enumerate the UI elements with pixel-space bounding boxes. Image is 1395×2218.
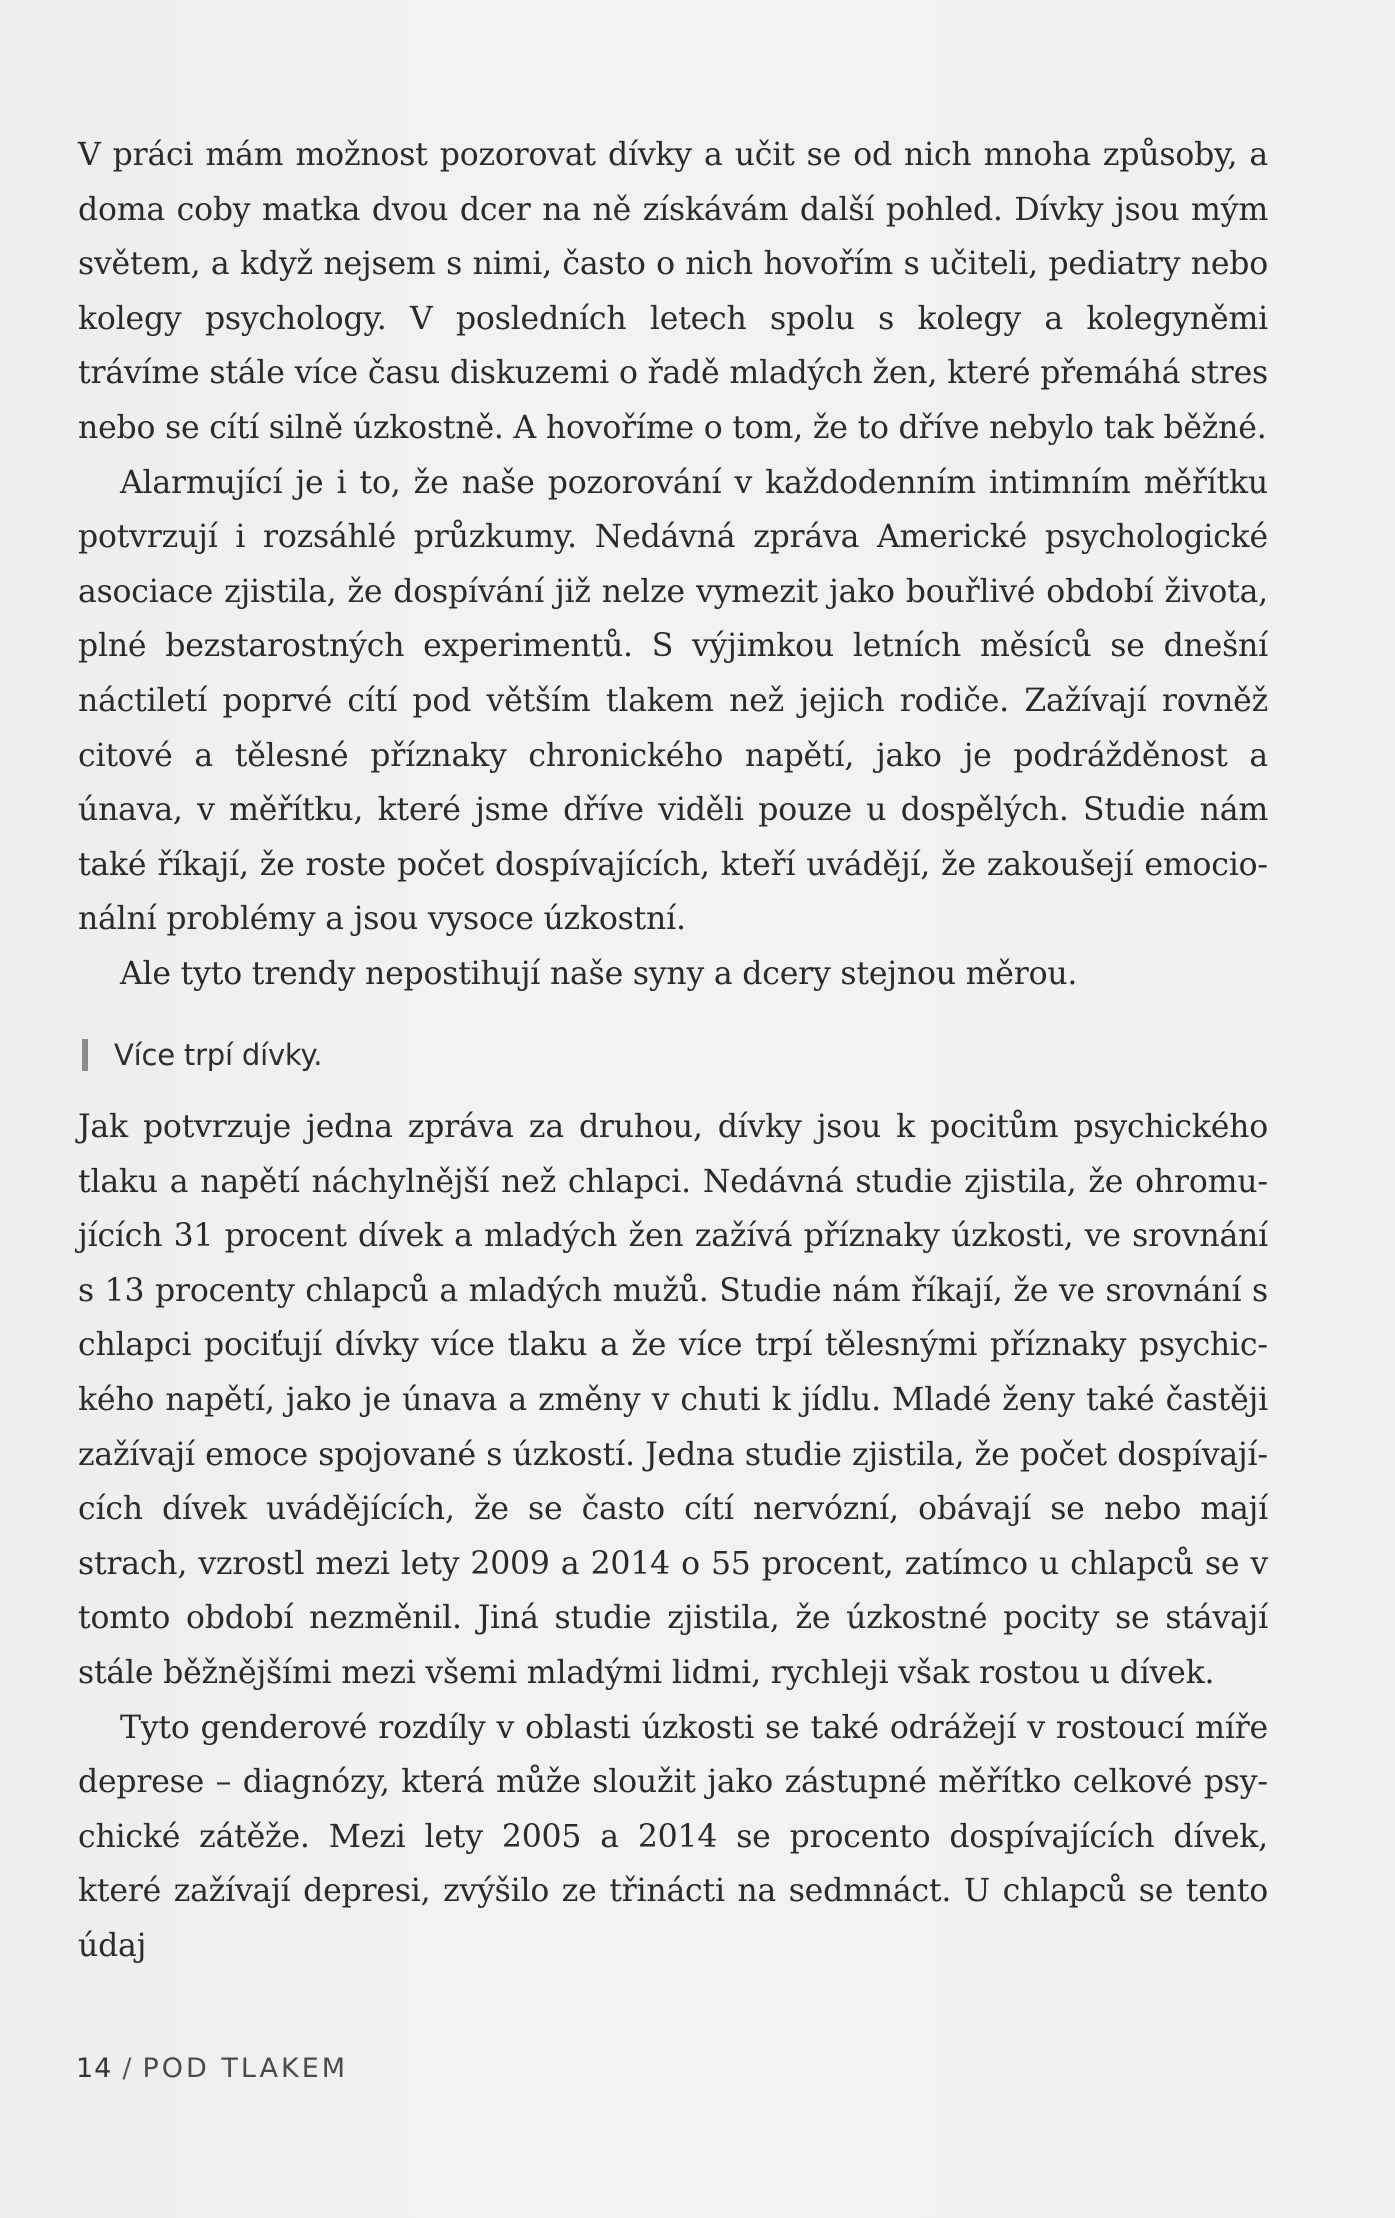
paragraph: Tyto genderové rozdíly v oblasti úzkosti se také odrážejí v rostoucí míře deprese – diagnózy, která může sloužit jako zástupné měřítko celkové psychické zátěže. Mezi lety 2005 a 2014 se procento dospívajících dívek, které zažívají depresi, zvýšilo ze třinácti na sedmnáct. U chlapců se tento údaj xyxy=(78,1709,1268,1964)
paragraph: Ale tyto trendy nepostihují naše syny a dcery stejnou měrou. xyxy=(120,955,1078,992)
lead-statement-text: Více trpí dívky. xyxy=(114,1037,323,1072)
footer-separator: / xyxy=(122,2053,133,2084)
running-title: POD TLAKEM xyxy=(142,2053,349,2084)
paragraph: Alarmující je i to, že naše pozorování v každodenním intimním měřítku potvrzují i rozsáhlé průzkumy. Nedávná zpráva Americké psychologické asociace zjistila, že dospívání již nelze vymezit jako bouřlivé období života, plné bezstarostných experimentů. S výjimkou letních měsíců se dnešní náctiletí poprvé cítí pod větším tlakem než jejich rodiče. Zažívají rovněž citové a tělesné příznaky chronického napětí, jako je podrážděnost a únava, v měřítku, které jsme dříve viděli pouze u dospělých. Studie nám také říkají, že roste počet dospívajících, kteří uvádějí, že zakoušejí emocionální problémy a jsou vysoce úzkostní. xyxy=(78,464,1268,938)
paragraph: V práci mám možnost pozorovat dívky a učit se od nich mnoha způsoby, a doma coby matka dvou dcer na ně získávám další pohled. Dívky jsou mým světem, a když nejsem s nimi, často o nich hovořím s učiteli, pediatry nebo kolegy psychology. V posledních letech spolu s kolegy a kolegyněmi trávíme stále více času diskuzemi o řadě mladých žen, které přemáhá stres nebo se cítí silně úzkostně. A hovoříme o tom, že to dříve nebylo tak běžné. xyxy=(78,137,1268,446)
page-number: 14 xyxy=(76,2053,113,2084)
page-footer xyxy=(76,2053,348,2084)
margin-bar xyxy=(82,1039,88,1071)
lead-statement xyxy=(78,1028,1268,1083)
body-text xyxy=(78,128,1268,1974)
paragraph: Jak potvrzuje jedna zpráva za druhou, dívky jsou k pocitům psychického tlaku a napětí náchylnější než chlapci. Nedávná studie zjistila, že ohromujících 31 procent dívek a mladých žen zažívá příznaky úzkosti, ve srovnání s 13 procenty chlapců a mladých mužů. Studie nám říkají, že ve srovnání s chlapci pociťují dívky více tlaku a že více trpí tělesnými příznaky psychického napětí, jako je únava a změny v chuti k jídlu. Mladé ženy také častěji zažívají emoce spojované s úzkostí. Jedna studie zjistila, že počet dospívajících dívek uvádějících, že se často cítí nervózní, obávají se nebo mají strach, vzrostl mezi lety 2009 a 2014 o 55 procent, zatímco u chlapců se v tomto období nezměnil. Jiná studie zjistila, že úzkostné pocity se stávají stále běžnějšími mezi všemi mladými lidmi, rychleji však rostou u dívek. xyxy=(78,1109,1268,1692)
